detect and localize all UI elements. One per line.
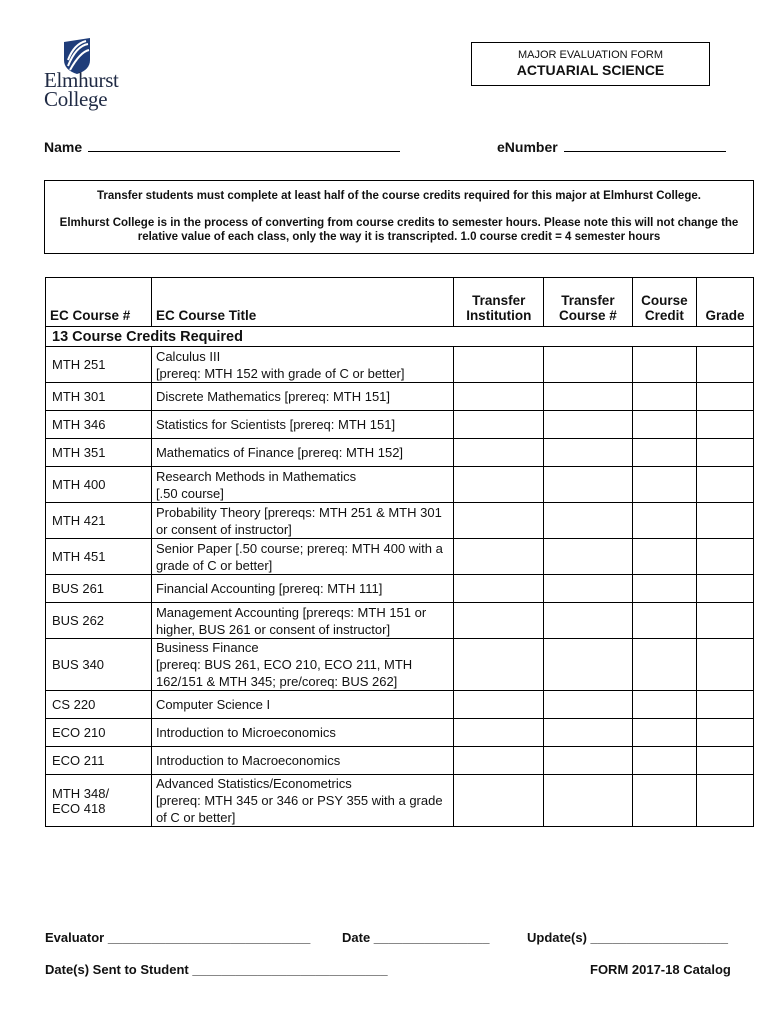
grade-cell[interactable] <box>696 347 753 383</box>
grade-cell[interactable] <box>696 575 753 603</box>
course-title: Research Methods in Mathematics [.50 course] <box>151 467 454 503</box>
transfer-course-cell[interactable] <box>544 467 633 503</box>
course-credit-cell[interactable] <box>632 347 696 383</box>
section-row <box>46 327 754 347</box>
transfer-course-cell[interactable] <box>544 639 633 691</box>
course-code: ECO 211 <box>46 747 152 775</box>
updates-field[interactable]: Update(s) ___________________ <box>527 930 728 945</box>
table-row <box>46 575 754 603</box>
grade-cell[interactable] <box>696 439 753 467</box>
date-sent-field[interactable]: Date(s) Sent to Student ___________________________ <box>45 962 388 977</box>
col-header-transfer-institution: Transfer Institution <box>454 278 544 327</box>
enumber-line[interactable] <box>564 137 726 152</box>
course-code: BUS 262 <box>46 603 152 639</box>
transfer-institution-cell[interactable] <box>454 539 544 575</box>
course-credit-cell[interactable] <box>632 747 696 775</box>
form-label: MAJOR EVALUATION FORM <box>517 49 664 61</box>
table-row <box>46 347 754 383</box>
course-code: MTH 351 <box>46 439 152 467</box>
section-title: 13 Course Credits Required <box>46 327 754 347</box>
course-code: CS 220 <box>46 691 152 719</box>
course-code: MTH 451 <box>46 539 152 575</box>
course-credit-cell[interactable] <box>632 539 696 575</box>
course-title: Mathematics of Finance [prereq: MTH 152] <box>151 439 454 467</box>
enumber-field[interactable] <box>497 137 726 155</box>
notice-line-1: Transfer students must complete at least half of the course credits required for this major at Elmhurst College. <box>97 190 701 202</box>
transfer-institution-cell[interactable] <box>454 503 544 539</box>
transfer-institution-cell[interactable] <box>454 467 544 503</box>
table-header-row <box>46 278 754 327</box>
course-code: MTH 346 <box>46 411 152 439</box>
table-row <box>46 539 754 575</box>
course-title: Probability Theory [prereqs: MTH 251 & MTH 301 or consent of instructor] <box>151 503 454 539</box>
major-title: ACTUARIAL SCIENCE <box>516 62 665 78</box>
notice-line-2: Elmhurst College is in the process of converting from course credits to semester hours. Please note this will not change the relative value of each class, only the way it is transcripted. 1.0 course credit = 4 semester hours <box>59 217 739 243</box>
transfer-course-cell[interactable] <box>544 603 633 639</box>
course-code: MTH 421 <box>46 503 152 539</box>
name-line[interactable] <box>88 137 400 152</box>
grade-cell[interactable] <box>696 747 753 775</box>
grade-cell[interactable] <box>696 691 753 719</box>
course-title: Management Accounting [prereqs: MTH 151 or higher, BUS 261 or consent of instructor] <box>151 603 454 639</box>
table-row <box>46 775 754 827</box>
course-title: Computer Science I <box>151 691 454 719</box>
transfer-course-cell[interactable] <box>544 775 633 827</box>
course-code: MTH 348/ ECO 418 <box>46 775 152 827</box>
table-row <box>46 691 754 719</box>
course-credit-cell[interactable] <box>632 503 696 539</box>
transfer-institution-cell[interactable] <box>454 411 544 439</box>
course-credit-cell[interactable] <box>632 603 696 639</box>
college-logo <box>42 38 142 118</box>
grade-cell[interactable] <box>696 775 753 827</box>
grade-cell[interactable] <box>696 539 753 575</box>
grade-cell[interactable] <box>696 719 753 747</box>
transfer-course-cell[interactable] <box>544 503 633 539</box>
grade-cell[interactable] <box>696 411 753 439</box>
transfer-institution-cell[interactable] <box>454 639 544 691</box>
transfer-notice <box>44 180 754 254</box>
grade-cell[interactable] <box>696 383 753 411</box>
transfer-course-cell[interactable] <box>544 347 633 383</box>
grade-cell[interactable] <box>696 639 753 691</box>
course-title: Statistics for Scientists [prereq: MTH 151] <box>151 411 454 439</box>
course-credit-cell[interactable] <box>632 383 696 411</box>
grade-cell[interactable] <box>696 603 753 639</box>
table-row <box>46 467 754 503</box>
course-credit-cell[interactable] <box>632 575 696 603</box>
transfer-course-cell[interactable] <box>544 719 633 747</box>
transfer-institution-cell[interactable] <box>454 439 544 467</box>
course-code: BUS 340 <box>46 639 152 691</box>
course-credit-cell[interactable] <box>632 439 696 467</box>
course-credit-cell[interactable] <box>632 719 696 747</box>
table-row <box>46 503 754 539</box>
course-credit-cell[interactable] <box>632 691 696 719</box>
col-header-transfer-course: Transfer Course # <box>544 278 633 327</box>
course-title: Introduction to Macroeconomics <box>151 747 454 775</box>
table-row <box>46 603 754 639</box>
transfer-institution-cell[interactable] <box>454 383 544 411</box>
transfer-institution-cell[interactable] <box>454 775 544 827</box>
table-row <box>46 719 754 747</box>
transfer-course-cell[interactable] <box>544 747 633 775</box>
form-version: FORM 2017-18 Catalog <box>590 962 731 977</box>
course-title: Business Finance [prereq: BUS 261, ECO 210, ECO 211, MTH 162/151 & MTH 345; pre/coreq: BUS 262] <box>151 639 454 691</box>
col-header-ec-course: EC Course # <box>46 278 152 327</box>
transfer-course-cell[interactable] <box>544 439 633 467</box>
table-row <box>46 747 754 775</box>
col-header-grade: Grade <box>696 278 753 327</box>
transfer-institution-cell[interactable] <box>454 691 544 719</box>
name-label: Name <box>44 139 83 155</box>
enumber-label: eNumber <box>497 139 558 155</box>
table-row <box>46 439 754 467</box>
table-row <box>46 411 754 439</box>
course-code: MTH 301 <box>46 383 152 411</box>
transfer-institution-cell[interactable] <box>454 747 544 775</box>
course-code: ECO 210 <box>46 719 152 747</box>
course-title: Discrete Mathematics [prereq: MTH 151] <box>151 383 454 411</box>
grade-cell[interactable] <box>696 503 753 539</box>
logo-wordmark: Elmhurst College <box>44 68 119 111</box>
col-header-course-credit: Course Credit <box>632 278 696 327</box>
transfer-course-cell[interactable] <box>544 411 633 439</box>
transfer-course-cell[interactable] <box>544 383 633 411</box>
course-title: Advanced Statistics/Econometrics [prereq: MTH 345 or 346 or PSY 355 with a grade of C or better] <box>151 775 454 827</box>
transfer-institution-cell[interactable] <box>454 719 544 747</box>
course-title: Calculus III [prereq: MTH 152 with grade of C or better] <box>151 347 454 383</box>
transfer-institution-cell[interactable] <box>454 575 544 603</box>
course-title: Financial Accounting [prereq: MTH 111] <box>151 575 454 603</box>
transfer-course-cell[interactable] <box>544 691 633 719</box>
date-field[interactable]: Date ________________ <box>342 930 490 945</box>
course-credit-cell[interactable] <box>632 467 696 503</box>
course-title: Introduction to Microeconomics <box>151 719 454 747</box>
form-title-box <box>471 42 710 86</box>
course-credit-cell[interactable] <box>632 639 696 691</box>
name-field[interactable] <box>44 137 400 155</box>
table-row <box>46 383 754 411</box>
course-code: MTH 400 <box>46 467 152 503</box>
course-credit-cell[interactable] <box>632 775 696 827</box>
transfer-course-cell[interactable] <box>544 539 633 575</box>
course-title: Senior Paper [.50 course; prereq: MTH 400 with a grade of C or better] <box>151 539 454 575</box>
course-credit-cell[interactable] <box>632 411 696 439</box>
table-row <box>46 639 754 691</box>
transfer-institution-cell[interactable] <box>454 347 544 383</box>
col-header-ec-title: EC Course Title <box>151 278 454 327</box>
course-code: BUS 261 <box>46 575 152 603</box>
evaluator-field[interactable]: Evaluator ____________________________ <box>45 930 311 945</box>
course-table <box>45 277 754 827</box>
transfer-institution-cell[interactable] <box>454 603 544 639</box>
transfer-course-cell[interactable] <box>544 575 633 603</box>
course-code: MTH 251 <box>46 347 152 383</box>
grade-cell[interactable] <box>696 467 753 503</box>
